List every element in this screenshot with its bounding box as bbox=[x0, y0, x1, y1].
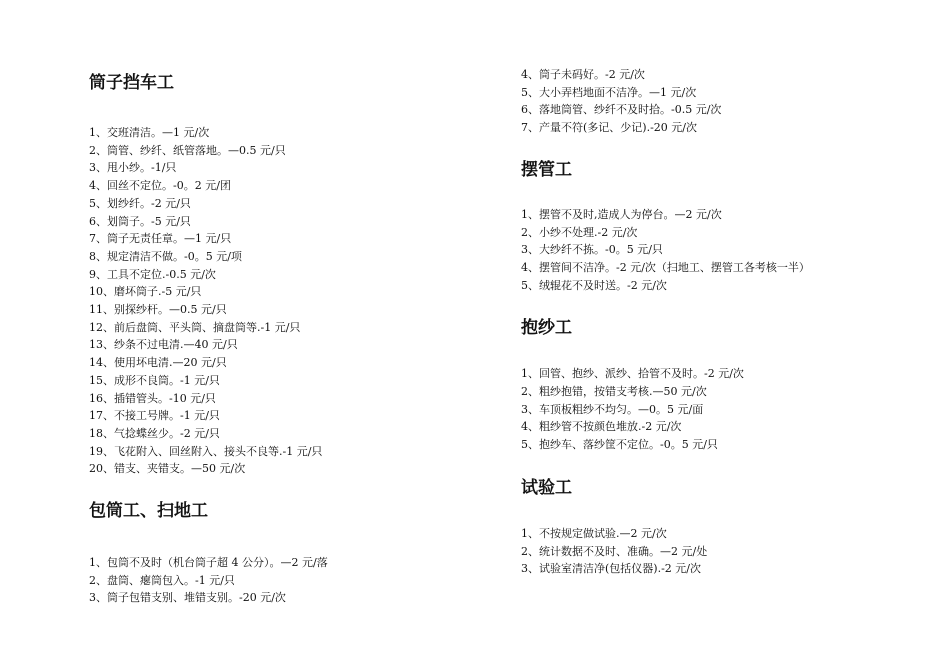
rule-item: 16、插错管头。-10 元/只 bbox=[89, 391, 216, 405]
rule-item: 1、交班清洁。—1 元/次 bbox=[89, 126, 210, 139]
rule-item: 2、小纱不处理.-2 元/次 bbox=[521, 225, 638, 239]
rule-item: 2、筒管、纱纤、纸管落地。—0.5 元/只 bbox=[89, 143, 286, 157]
rule-list-tester bbox=[521, 525, 921, 578]
section-title-yarn-carrier: 抱纱工 bbox=[521, 318, 572, 339]
rule-item: 7、筒子无责任章。—1 元/只 bbox=[89, 232, 232, 246]
rule-item: 18、气捻蝶丝少。-2 元/只 bbox=[89, 426, 220, 440]
rule-item: 3、大纱纤不拣。-0。5 元/只 bbox=[521, 243, 663, 257]
rule-item: 5、划纱纤。-2 元/只 bbox=[89, 196, 191, 210]
rule-item: 12、前后盘筒、平头筒、摘盘筒等.-1 元/只 bbox=[89, 320, 301, 334]
rule-item: 6、划筒子。-5 元/只 bbox=[89, 214, 191, 228]
rule-item: 20、错支、夹错支。—50 元/次 bbox=[89, 462, 246, 476]
rule-item: 11、别探纱杆。—0.5 元/只 bbox=[89, 303, 227, 317]
section-title-packer-sweeper: 包筒工、扫地工 bbox=[89, 501, 208, 522]
rule-list-packer-sweeper bbox=[89, 554, 469, 607]
rule-item: 2、统计数据不及时、准确。—2 元/处 bbox=[521, 544, 708, 558]
left-column bbox=[89, 70, 469, 607]
rule-list-yarn-carrier bbox=[521, 365, 921, 454]
rule-item: 4、摆管间不洁净。-2 元/次（扫地工、摆管工各考核一半） bbox=[521, 260, 810, 274]
rule-item: 14、使用坏电清.—20 元/只 bbox=[89, 356, 227, 370]
rule-item: 10、磨坏筒子.-5 元/只 bbox=[89, 285, 202, 299]
right-column bbox=[521, 66, 921, 578]
rule-list-tube-operator bbox=[89, 124, 469, 478]
rule-item: 6、落地筒管、纱纤不及时拾。-0.5 元/次 bbox=[521, 103, 722, 117]
rule-item: 3、甩小纱。-1/只 bbox=[89, 161, 177, 175]
rule-item: 2、粗纱抱错，按错支考核.—50 元/次 bbox=[521, 385, 707, 399]
rule-item: 8、规定清洁不做。-0。5 元/项 bbox=[89, 249, 242, 263]
rule-item: 4、回丝不定位。-0。2 元/团 bbox=[89, 179, 231, 193]
rule-item: 15、成形不良筒。-1 元/只 bbox=[89, 373, 220, 387]
section-title-tester: 试验工 bbox=[521, 477, 572, 498]
rule-item: 5、抱纱车、落纱筐不定位。-0。5 元/只 bbox=[521, 438, 718, 452]
rule-item: 3、车顶板粗纱不均匀。—0。5 元/面 bbox=[521, 402, 704, 416]
rule-item: 4、粗纱管不按颜色堆放.-2 元/次 bbox=[521, 420, 682, 434]
section-title-tube-placer: 摆管工 bbox=[521, 159, 572, 180]
rule-item: 5、绒辊花不及时送。-2 元/次 bbox=[521, 278, 667, 292]
rule-item: 7、产量不符(多记、少记).-20 元/次 bbox=[521, 121, 697, 135]
rule-item: 13、纱条不过电清.—40 元/只 bbox=[89, 338, 238, 352]
rule-item: 19、飞花附入、回丝附入、接头不良等.-1 元/只 bbox=[89, 444, 323, 458]
rule-item: 1、包筒不及时（机台筒子超 4 公分）。—2 元/落 bbox=[89, 556, 328, 570]
rule-item: 1、回管、抱纱、派纱、拾管不及时。-2 元/次 bbox=[521, 367, 744, 381]
rule-item: 2、盘筒、瘪筒包入。-1 元/只 bbox=[89, 573, 235, 587]
rule-item: 9、工具不定位.-0.5 元/次 bbox=[89, 267, 216, 281]
section-title-tube-operator: 筒子挡车工 bbox=[89, 73, 174, 93]
rule-list-tube-placer bbox=[521, 206, 921, 295]
rule-item: 3、筒子包错支别、堆错支别。-20 元/次 bbox=[89, 591, 286, 605]
rule-item: 1、不按规定做试验.—2 元/次 bbox=[521, 526, 667, 540]
rule-item: 17、不接工号牌。-1 元/只 bbox=[89, 409, 220, 423]
rule-item: 3、试验室清洁净(包括仪器).-2 元/次 bbox=[521, 562, 701, 576]
rule-item: 5、大小弄档地面不洁净。—1 元/次 bbox=[521, 85, 697, 99]
rule-item: 4、筒子未码好。-2 元/次 bbox=[521, 68, 645, 81]
rule-item: 1、摆管不及时,造成人为停台。—2 元/次 bbox=[521, 207, 722, 221]
rule-list-continued bbox=[521, 66, 921, 137]
